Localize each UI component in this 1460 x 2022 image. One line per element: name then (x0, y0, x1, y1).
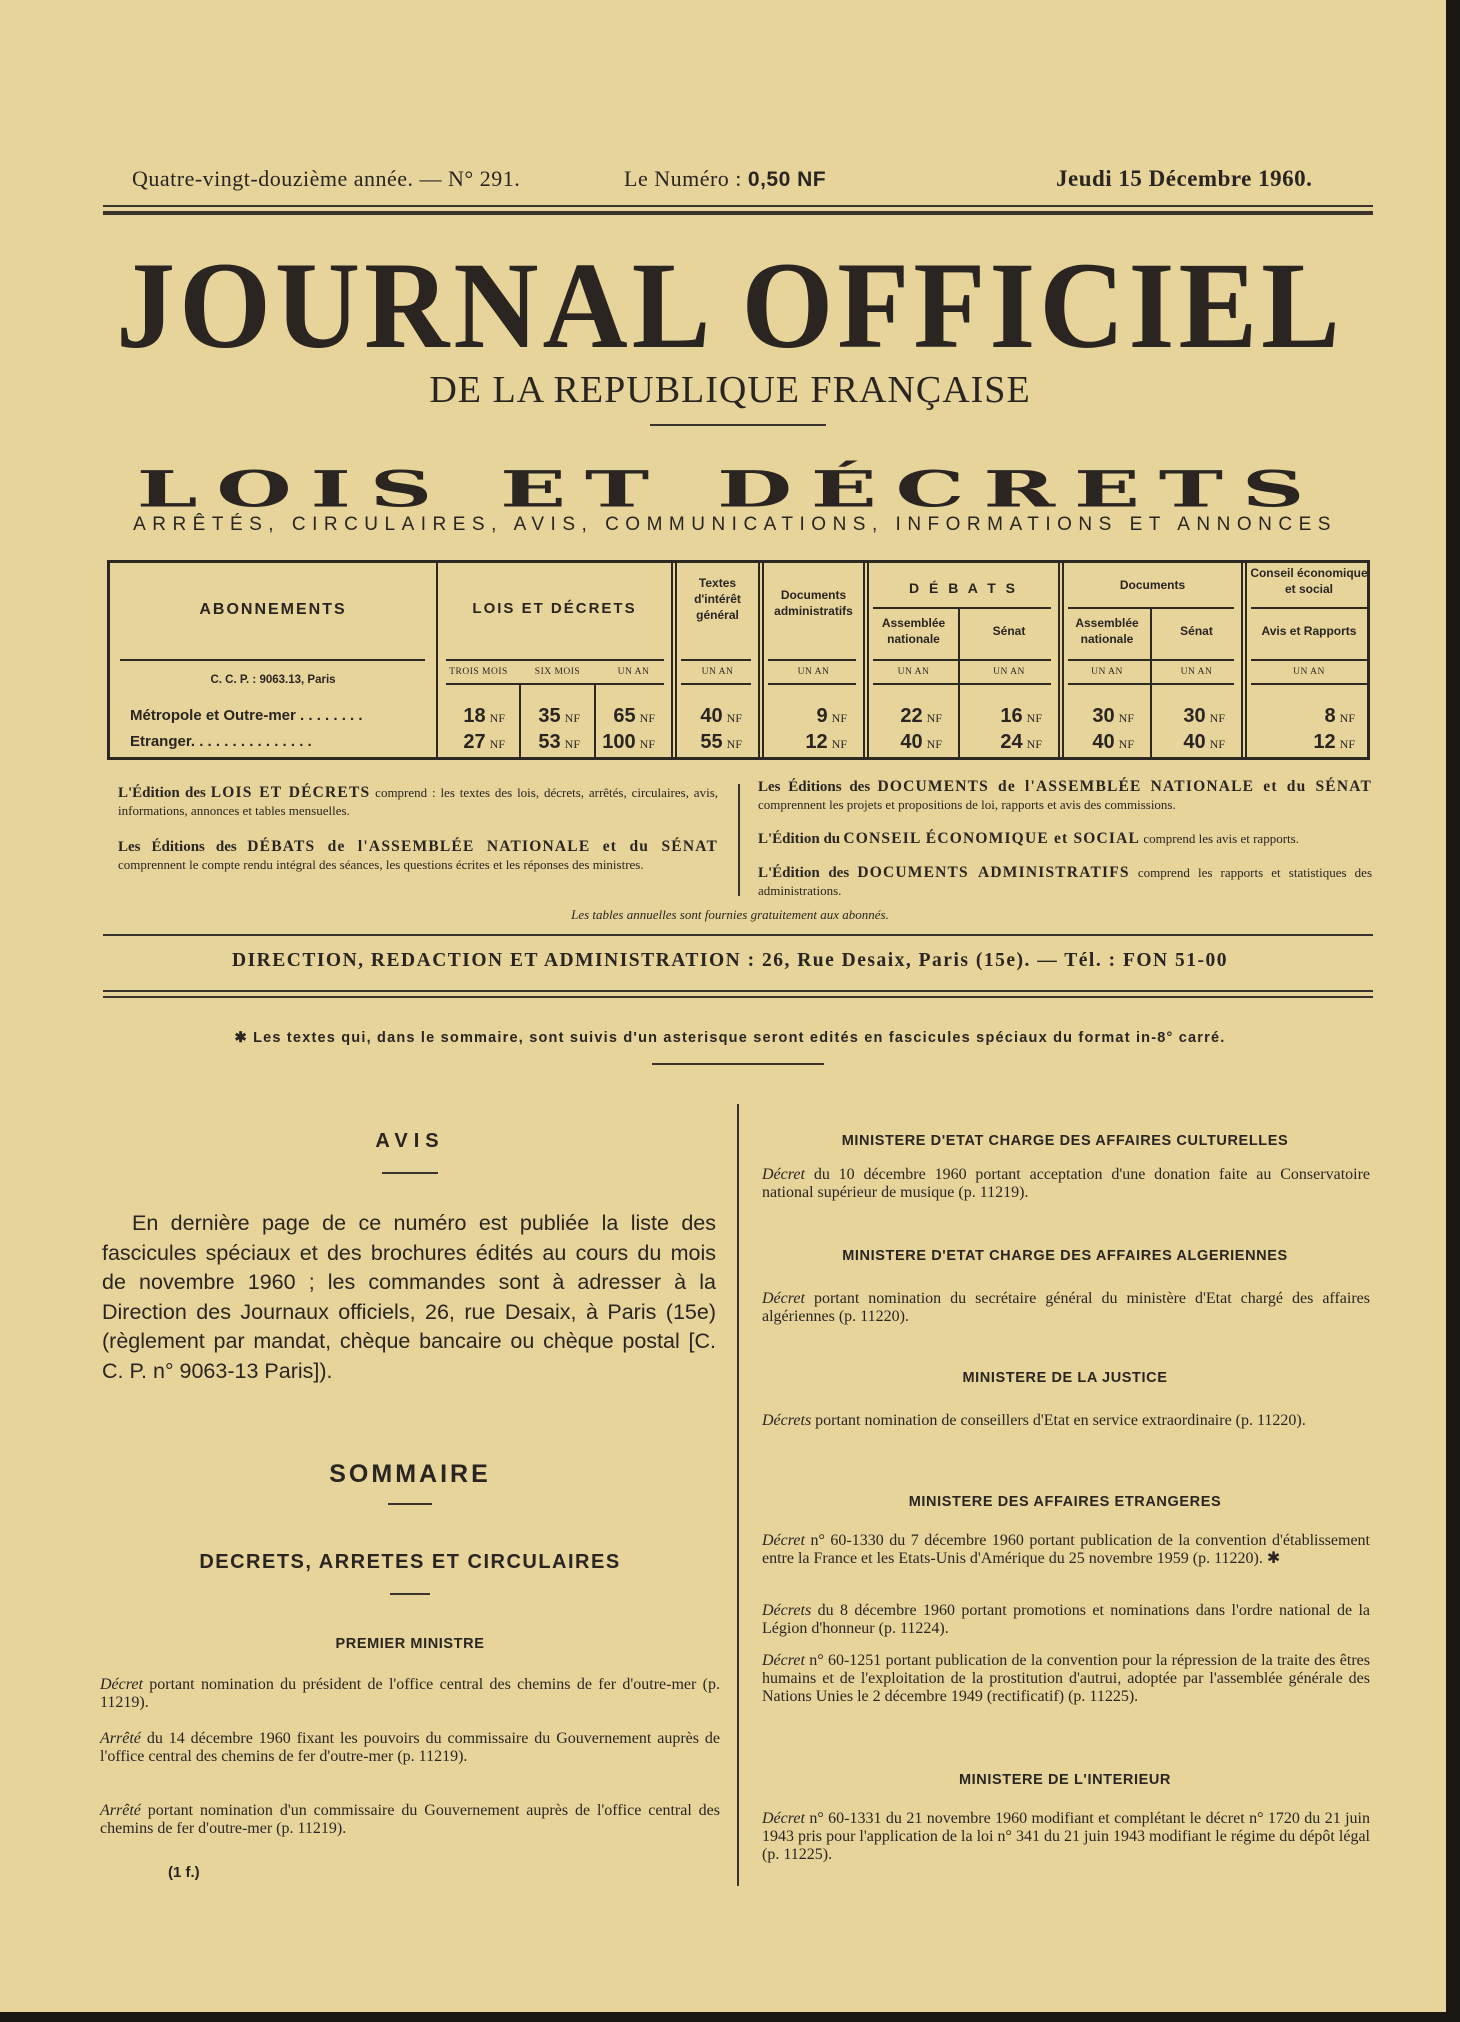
col-debats: D É B A T S (909, 580, 1018, 596)
price-cell (805, 731, 847, 754)
price-value: 22 (900, 705, 923, 727)
entry-etrangeres-3: Décret n° 60-1251 portant publication de la convention pour la répression de la traite des êtres humains et de l'exploitation de la prostitution d'autrui, adoptée par l'assemblée générale des Nations Unies le 2 décembre 1949 (rectificatif) (p. 11225). (762, 1652, 1371, 1705)
price-unit: NF (1026, 711, 1042, 725)
note-rule (652, 1063, 824, 1065)
price-value: 65 (613, 705, 636, 727)
price-unit: NF (726, 711, 742, 725)
period-year-conseil: UN AN (1293, 667, 1325, 677)
price-cell (1000, 731, 1042, 754)
issue-line (132, 166, 520, 192)
price-value: 30 (1092, 705, 1115, 727)
entry-culture-1: Décret du 10 décembre 1960 portant acceptation d'une donation faite au Conservatoire national supérieur de musique (p. 11219). (762, 1166, 1371, 1201)
price-unit: NF (489, 711, 505, 725)
edition-title: LOIS ET DÉCRETS (136, 460, 1324, 519)
entry-premier-3: Arrêté portant nomination d'un commissaire du Gouvernement auprès de l'office central des chemins de fer d'outre-mer (p. 11219). (100, 1802, 721, 1837)
sub-senat-docs: Sénat (1180, 624, 1213, 638)
editions-right-3: L'Édition des DOCUMENTS ADMINISTRATIFS comprend les rapports et statistiques des administrations. (758, 864, 1373, 898)
row-label-metropole: Métropole et Outre-mer . . . . . . . . (130, 707, 363, 724)
entry-etrangeres-1: Décret n° 60-1330 du 7 décembre 1960 portant publication de la convention d'établissement entre la France et les Etats-Unis d'Amérique du 25 novembre 1959 (p. 11220). ✱ (762, 1532, 1371, 1567)
price-value: 24 (1000, 731, 1023, 753)
entry-justice-1: Décrets portant nomination de conseillers d'Etat en service extraordinaire (p. 11220). (762, 1412, 1306, 1429)
price-value: 40 (900, 731, 923, 753)
price-unit: NF (564, 737, 580, 751)
price-cell (463, 705, 505, 728)
price-cell (1183, 705, 1225, 728)
issue-date: Jeudi 15 Décembre 1960. (1056, 166, 1313, 191)
ccp-number: C. C. P. : 9063.13, Paris (210, 674, 336, 686)
price-unit: NF (1339, 711, 1355, 725)
price-unit: NF (564, 711, 580, 725)
price-value: 53 (538, 731, 561, 753)
price-unit: NF (831, 711, 847, 725)
section-rule (390, 1593, 430, 1595)
price-value: 55 (700, 731, 723, 753)
price-cell (538, 705, 580, 728)
direction-rule-top (103, 934, 1373, 936)
avis-text: En dernière page de ce numéro est publiée la liste des fascicules spéciaux et des brochures édités au cours du mois de novembre 1960 ; les commandes sont à adresser à la Direction des Journaux officiels, 26, rue Desaix, à Paris (15e) (règlement par mandat, chèque bancaire ou chèque postal [C. C. P. n° 9063-13 Paris]). (102, 1211, 716, 1383)
period-year-an-debats: UN AN (897, 667, 930, 677)
price-cell (602, 731, 655, 754)
price-value: 8 (1324, 705, 1336, 727)
price-unit: NF (831, 737, 847, 751)
price-unit: NF (639, 737, 655, 751)
price-unit: NF (1118, 737, 1134, 751)
price-unit: NF (726, 737, 742, 751)
price-unit: NF (489, 737, 505, 751)
price-unit: NF (1209, 737, 1225, 751)
col-conseil: Conseil économique et social (1250, 566, 1368, 597)
price-cell (1183, 731, 1225, 754)
entry-etrangeres-2: Décrets du 8 décembre 1960 portant promotions et nominations dans l'ordre national de la Légion d'honneur (p. 11224). (762, 1602, 1371, 1637)
direction-address: DIRECTION, REDACTION ET ADMINISTRATION : 26, Rue Desaix, Paris (15e). — Tél. : FON 51-00 (232, 950, 1228, 971)
editions-right-2: L'Édition du CONSEIL ÉCONOMIQUE et SOCIAL comprend les avis et rapports. (758, 830, 1299, 847)
col-textes: Textes d'intérêt général (694, 576, 741, 623)
ministry-justice: MINISTERE DE LA JUSTICE (962, 1370, 1168, 1386)
price-value: 27 (463, 731, 486, 753)
direction-rule-mid (103, 990, 1373, 992)
price-unit: NF (639, 711, 655, 725)
asterisk-note: ✱ Les textes qui, dans le sommaire, sont suivis d'un asterisque seront edités en fascicules spéciaux du format in-8° carré. (234, 1030, 1226, 1046)
price-unit: NF (1339, 737, 1355, 751)
row-label-etranger: Etranger. . . . . . . . . . . . . . . (130, 733, 312, 750)
price-unit: NF (1026, 737, 1042, 751)
entry-premier-1: Décret portant nomination du président de l'office central des chemins de fer d'outre-mer (p. 11219). (100, 1676, 720, 1711)
editions-left-1: L'Édition des LOIS ET DÉCRETS comprend : les textes des lois, décrets, arrêtés, circulaires, avis, informations, annonces et tables mensuelles. (118, 784, 718, 818)
period-3-months: TROIS MOIS (449, 667, 508, 677)
price-value: 100 (602, 731, 636, 753)
subscription-table (107, 560, 1370, 760)
ministry-algerie: MINISTERE D'ETAT CHARGE DES AFFAIRES ALGERIENNES (842, 1248, 1288, 1264)
price-value: 12 (1313, 731, 1336, 753)
abonnements-title: ABONNEMENTS (199, 601, 347, 618)
page-marker: (1 f.) (168, 1864, 200, 1881)
sub-avis: Avis et Rapports (1261, 624, 1357, 638)
price-cell (1092, 731, 1134, 754)
price-value: 40 (1092, 731, 1115, 753)
entry-interieur-1: Décret n° 60-1331 du 21 novembre 1960 modifiant et complétant le décret n° 1720 du 21 juin 1943 pris pour l'application de la loi n° 341 du 21 juin 1943 modifiant le régime du dépôt légal (p. 11225). (762, 1810, 1371, 1863)
price-value: 18 (463, 705, 486, 727)
price-value: 0,50 NF (747, 168, 827, 191)
price-value: 12 (805, 731, 828, 753)
price-cell (700, 731, 742, 754)
issue-year: Quatre-vingt-douzième année. — N° 291. (132, 166, 521, 191)
price-unit: NF (926, 711, 942, 725)
price-value: 9 (816, 705, 828, 727)
avis-rule (382, 1172, 438, 1174)
price-cell (1313, 731, 1355, 754)
price-cell (900, 705, 942, 728)
price-cell (613, 705, 655, 728)
price-unit: NF (926, 737, 942, 751)
masthead-title: JOURNAL OFFICIEL (116, 236, 1344, 375)
price-cell (463, 731, 505, 754)
subtitle-rule (650, 424, 826, 426)
period-6-months: SIX MOIS (534, 667, 581, 677)
ministry-culture: MINISTERE D'ETAT CHARGE DES AFFAIRES CULTURELLES (841, 1133, 1289, 1149)
price-cell (538, 731, 580, 754)
sub-assemblee-debats: Assemblée nationale (881, 616, 946, 647)
col-docs-admin: Documents administratifs (774, 588, 853, 619)
masthead-subtitle: DE LA REPUBLIQUE FRANÇAISE (429, 369, 1031, 411)
period-year-senat-docs: UN AN (1180, 667, 1213, 677)
ministry-etrangeres: MINISTERE DES AFFAIRES ETRANGERES (908, 1494, 1222, 1510)
price-value: 30 (1183, 705, 1206, 727)
sub-assemblee-docs: Assemblée nationale (1075, 616, 1139, 647)
header-rule-top (103, 205, 1373, 207)
sommaire-rule (388, 1503, 432, 1505)
period-year-senat-debats: UN AN (993, 667, 1025, 677)
price-value: 16 (1000, 705, 1023, 727)
section-title: DECRETS, ARRETES ET CIRCULAIRES (199, 1551, 621, 1573)
issue-price (624, 166, 826, 192)
editions-divider (738, 784, 740, 896)
price-value: 35 (538, 705, 561, 727)
header-rule-bottom (103, 211, 1373, 215)
price-cell (1325, 705, 1355, 728)
price-value: 40 (700, 705, 723, 727)
tables-note: Les tables annuelles sont fournies gratuitement aux abonnés. (571, 907, 889, 922)
price-unit: NF (1209, 711, 1225, 725)
entry-premier-2: Arrêté du 14 décembre 1960 fixant les pouvoirs du commissaire du Gouvernement auprès de l'office central des chemins de fer d'outre-mer (p. 11219). (100, 1730, 721, 1765)
avis-title: AVIS (375, 1130, 445, 1152)
entry-algerie-1: Décret portant nomination du secrétaire général du ministère d'Etat chargé des affaires algériennes (p. 11220). (762, 1290, 1371, 1325)
editions-right-1: Les Éditions des DOCUMENTS de l'ASSEMBLÉE NATIONALE et du SÉNAT comprennent les projets et propositions de loi, rapports et avis des commissions. (758, 778, 1373, 812)
sommaire-title: SOMMAIRE (329, 1460, 491, 1488)
ministry-premier-ministre: PREMIER MINISTRE (335, 1636, 485, 1652)
direction-rule-bottom (103, 996, 1373, 998)
price-cell (900, 731, 942, 754)
ministry-interieur: MINISTERE DE L'INTERIEUR (959, 1772, 1171, 1788)
period-year-textes: UN AN (701, 667, 734, 677)
col-lois: LOIS ET DÉCRETS (472, 600, 637, 617)
price-cell (1092, 705, 1134, 728)
price-cell (1000, 705, 1042, 728)
edition-categories: ARRÊTÉS, CIRCULAIRES, AVIS, COMMUNICATIONS, INFORMATIONS ET ANNONCES (133, 514, 1337, 535)
period-year-an-docs: UN AN (1091, 667, 1123, 677)
price-unit: NF (1118, 711, 1134, 725)
price-label: Le Numéro : (624, 166, 742, 191)
price-value: 40 (1183, 731, 1206, 753)
editions-left-2: Les Éditions des DÉBATS de l'ASSEMBLÉE NATIONALE et du SÉNAT comprennent le compte rendu intégral des séances, les questions écrites et les réponses des ministres. (118, 838, 719, 872)
col-documents: Documents (1119, 578, 1186, 592)
price-cell (817, 705, 847, 728)
price-cell (700, 705, 742, 728)
sub-senat-debats: Sénat (992, 624, 1026, 638)
period-year-lois: UN AN (617, 667, 650, 677)
period-year-docs-admin: UN AN (797, 667, 830, 677)
column-divider (737, 1104, 739, 1886)
